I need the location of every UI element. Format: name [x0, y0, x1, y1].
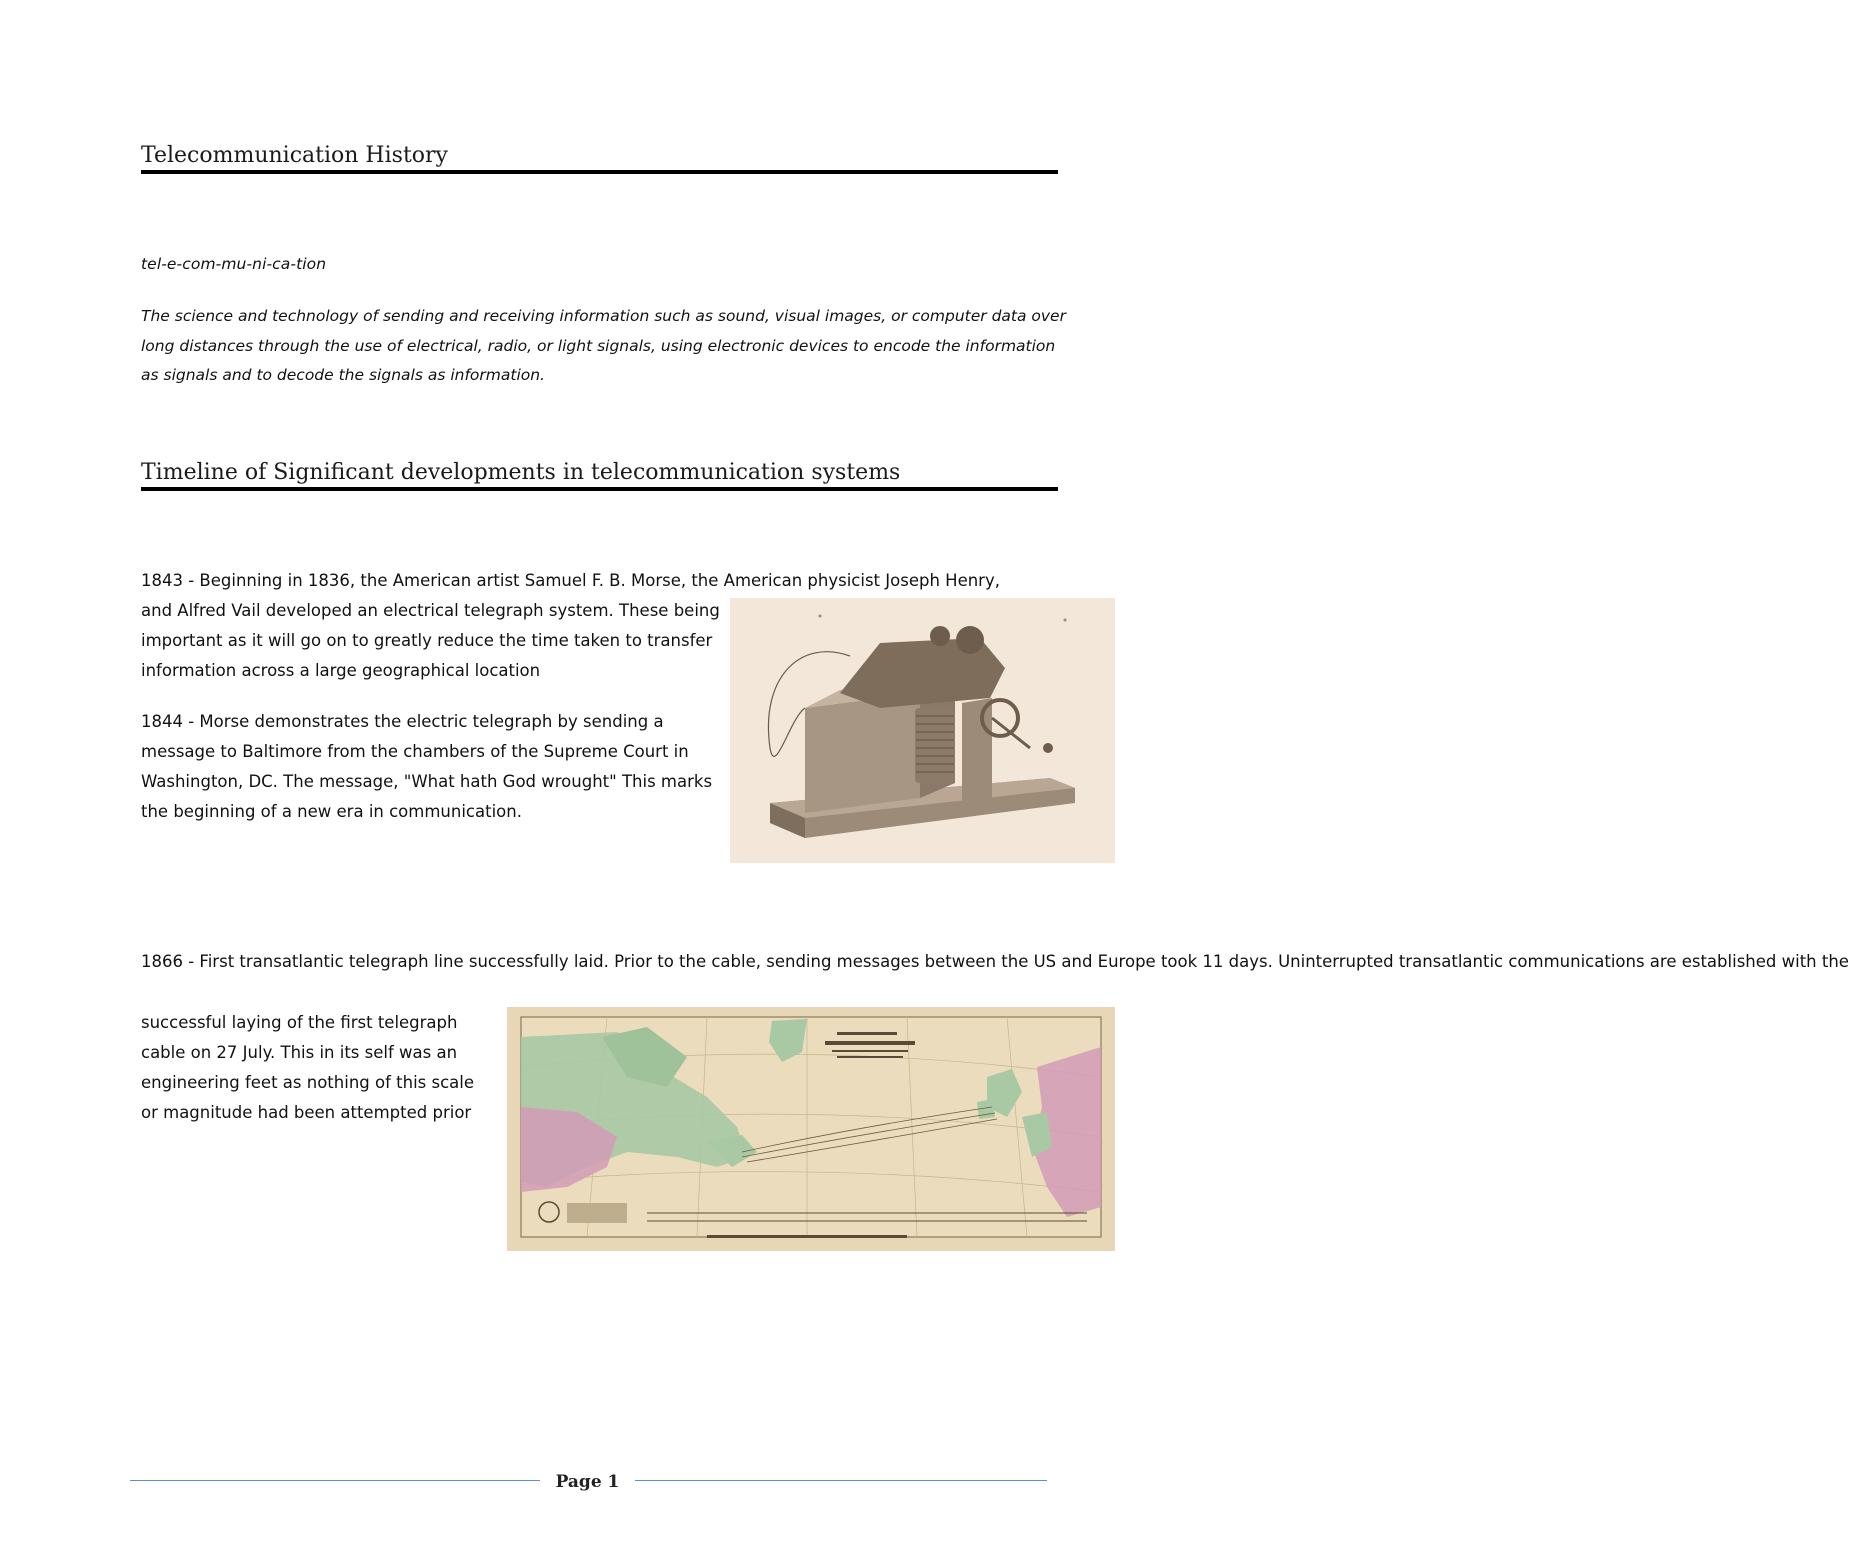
map-illustration	[507, 1007, 1115, 1251]
timeline-heading: Timeline of Significant developments in telecommunication systems	[141, 460, 1058, 491]
footer-rule-right	[635, 1480, 1047, 1481]
timeline-entry-1844-text: 1844 - Morse demonstrates the electric telegraph by sending a message to Baltimore from the chambers of the Supreme Court in Washington, DC. The message, "What hath God wrought" This marks the beginning of a new era in communication.	[141, 712, 713, 821]
page-number: Page 1	[555, 1472, 620, 1492]
submarine-telegraph-map-image	[507, 1007, 1115, 1251]
timeline-entry-1843-first-line: 1843 - Beginning in 1836, the American artist Samuel F. B. Morse, the American physicist Joseph Henry,	[141, 571, 1000, 590]
timeline-entry-1866-lines: 1866 - First transatlantic telegraph line successfully laid. Prior to the cable, sending messages between the US and Europe took 11 days. Uninterrupted transatlantic communications are established with the	[141, 952, 1849, 971]
telegraph-apparatus-image	[730, 598, 1115, 863]
term-definition: The science and technology of sending and receiving information such as sound, visual images, or computer data over long distances through the use of electrical, radio, or light signals, using electronic devices to encode the information as signals and to decode the signals as information.	[141, 307, 1066, 384]
timeline-entry-1843-text: and Alfred Vail developed an electrical telegraph system. These being important as it will go on to greatly reduce the time taken to transfer information across a large geographical location	[141, 601, 720, 680]
telegraph-illustration	[730, 598, 1115, 863]
timeline-entry-1866-text: successful laying of the first telegraph cable on 27 July. This in its self was an engineering feet as nothing of this scale or magnitude had been attempted prior	[141, 1013, 475, 1122]
footer-rule-left	[130, 1480, 540, 1481]
term-pronunciation: tel-e-com-mu-ni-ca-tion	[141, 255, 327, 273]
page-title: Telecommunication History	[141, 143, 1058, 174]
